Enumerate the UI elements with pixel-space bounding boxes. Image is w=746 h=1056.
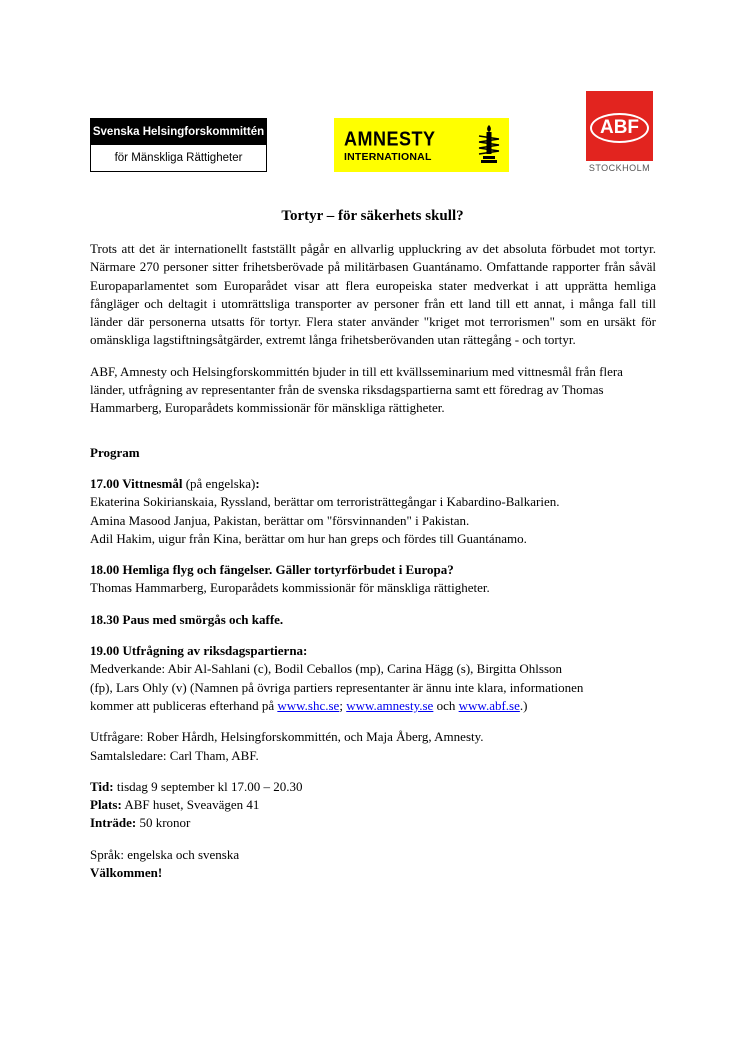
session-3-heading: 18.30 Paus med smörgås och kaffe. <box>90 611 284 627</box>
moderator-line: Samtalsledare: Carl Tham, ABF. <box>90 747 259 763</box>
shk-logo-line1: Svenska Helsingforskommittén <box>91 119 266 145</box>
program-heading: Program <box>90 444 140 460</box>
session-4-participants-line: Medverkande: Abir Al-Sahlani (c), Bodil Ceballos (mp), Carina Hägg (s), Birgitta Ohlsson <box>90 661 563 677</box>
amnesty-logo-line1: AMNESTY <box>344 127 436 150</box>
invitation-paragraph: ABF, Amnesty och Helsingforskommittén bjuder in till ett kvällsseminarium med vittnesmål från flera länder, utfrågning av representanter från de svenska riksdagspartierna samt ett föredrag av Thomas Hammarberg, Europarådets kommissionär för mänskliga rättigheter. <box>90 363 623 416</box>
amnesty-logo-line2: INTERNATIONAL <box>344 151 432 163</box>
time-line: Tid: tisdag 9 september kl 17.00 – 20.30 <box>90 778 303 794</box>
abf-stockholm-logo <box>586 91 653 173</box>
fee-line: Inträde: 50 kronor <box>90 815 191 831</box>
abf-link[interactable]: www.abf.se <box>458 697 520 713</box>
session-1-speaker: Adil Hakim, uigur från Kina, berättar om hur han greps och fördes till Guantánamo. <box>90 530 527 546</box>
session-4-heading: 19.00 Utfrågning av riksdagspartierna: <box>90 643 308 659</box>
session-4-participants-line: (fp), Lars Ohly (v) (Namnen på övriga partiers representanter är ännu inte klara, informationen <box>90 679 584 695</box>
helsingforskommitten-logo <box>90 118 267 172</box>
abf-logo-city: STOCKHOLM <box>588 163 651 173</box>
document-body <box>90 240 656 882</box>
session-4-links-line: kommer att publiceras efterhand på www.shc.se; www.amnesty.se och www.abf.se.) <box>90 697 528 713</box>
amnesty-link[interactable]: www.amnesty.se <box>346 697 434 713</box>
welcome-line: Välkommen! <box>90 865 163 881</box>
intro-paragraph: Trots att det är internationellt fastställt pågår en allvarlig uppluckring av det absoluta förbudet mot tortyr. Närmare 270 personer sitter frihetsberövade på militärbasen Guantánamo. Omfattande rapporter från såväl Europaparlamentet som Europarådet visar att flera europeiska stater medverkat i att upprätta hemliga fångläger och deltagit i utomrättsliga transporter av personer från ett land till ett annat, i många fall till länder där personerna utsatts för tortyr. Flera stater använder "kriget mot terrorismen" som en ursäkt för omänskliga lagstiftningsåtgärder, extremt långa frihetsberövanden utan rättegång - och tortyr. <box>90 241 656 348</box>
amnesty-logo <box>334 118 509 172</box>
shc-link[interactable]: www.shc.se <box>277 697 340 713</box>
session-1-speaker: Ekaterina Sokirianskaia, Ryssland, berättar om terroristrättegångar i Kabardino-Balkarien. <box>90 494 560 510</box>
questioners-line: Utfrågare: Rober Hårdh, Helsingforskommittén, och Maja Åberg, Amnesty. <box>90 729 484 745</box>
place-line: Plats: ABF huset, Sveavägen 41 <box>90 797 260 813</box>
session-1-speaker: Amina Masood Janjua, Pakistan, berättar om "försvinnanden" i Pakistan. <box>90 512 470 528</box>
abf-logo-name: ABF <box>590 113 649 143</box>
abf-logo-background <box>586 91 653 161</box>
session-2-heading: 18.00 Hemliga flyg och fängelser. Gäller tortyrförbudet i Europa? <box>90 562 454 578</box>
shk-logo-line2: för Mänskliga Rättigheter <box>114 152 243 164</box>
candle-barbed-wire-icon <box>476 124 502 166</box>
document-title: Tortyr – för säkerhets skull? <box>281 208 464 224</box>
language-line: Språk: engelska och svenska <box>90 846 240 862</box>
session-1-heading: 17.00 Vittnesmål (på engelska): <box>90 475 260 491</box>
session-2-speaker: Thomas Hammarberg, Europarådets kommissionär för mänskliga rättigheter. <box>90 580 490 596</box>
